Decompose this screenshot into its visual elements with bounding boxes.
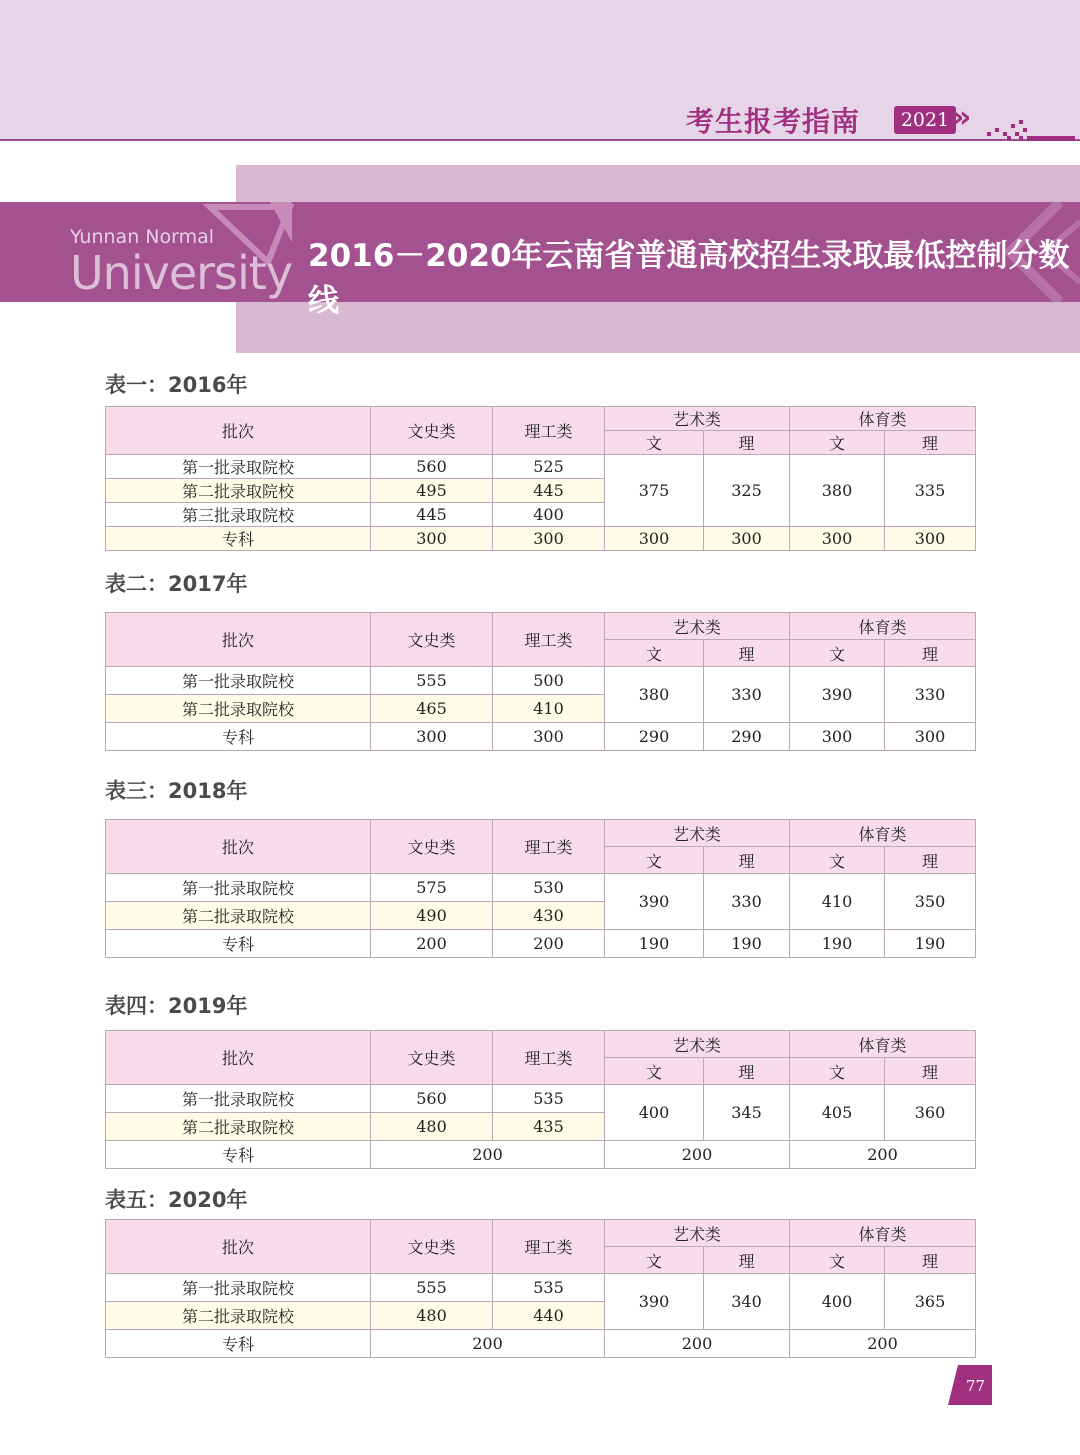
- ligong-score: 435: [493, 1113, 605, 1141]
- header-art-li: 理: [704, 640, 790, 667]
- wenshi-score: 490: [371, 902, 493, 930]
- art-li-score: 330: [704, 667, 790, 723]
- header-batch: 批次: [106, 1220, 371, 1274]
- page-title: 2016－2020年云南省普通高校招生录取最低控制分数线: [308, 238, 1070, 319]
- header-art-wen: 文: [605, 1247, 704, 1274]
- batch-name: 第二批录取院校: [106, 902, 371, 930]
- art-wen-score: 190: [605, 930, 704, 958]
- score-table-2019: [105, 1030, 976, 1169]
- batch-name: 第三批录取院校: [106, 503, 371, 527]
- header-art-li: 理: [704, 1247, 790, 1274]
- guide-title: 考生报考指南: [686, 105, 861, 138]
- wenshi-score: 445: [371, 503, 493, 527]
- sport-li-score: 365: [885, 1274, 976, 1330]
- header-wenshi: 文史类: [371, 820, 493, 874]
- table-row: [106, 1085, 976, 1113]
- header-ligong: 理工类: [493, 1031, 605, 1085]
- wenshi-score: 200: [371, 930, 493, 958]
- art-li-score: 340: [704, 1274, 790, 1330]
- sport-wen-score: 405: [790, 1085, 885, 1141]
- table-row: [106, 874, 976, 902]
- sport-li-score: 350: [885, 874, 976, 930]
- sport-li-score: 300: [885, 723, 976, 751]
- header-sport-li: 理: [885, 1247, 976, 1274]
- university-name-small: Yunnan Normal: [70, 226, 215, 248]
- header-batch: 批次: [106, 407, 371, 455]
- header-sport-li: 理: [885, 1058, 976, 1085]
- art-li-score: 290: [704, 723, 790, 751]
- sport-score: 200: [790, 1141, 976, 1169]
- ligong-score: 300: [493, 723, 605, 751]
- batch-name: 第一批录取院校: [106, 455, 371, 479]
- sport-wen-score: 300: [790, 527, 885, 551]
- art-wen-score: 290: [605, 723, 704, 751]
- header-wenshi: 文史类: [371, 1031, 493, 1085]
- header-batch: 批次: [106, 1031, 371, 1085]
- guide-year-badge: 2021: [894, 106, 956, 134]
- header-batch: 批次: [106, 613, 371, 667]
- general-score: 200: [371, 1141, 605, 1169]
- table-row-zhuanke: [106, 527, 976, 551]
- batch-name: 专科: [106, 1141, 371, 1169]
- header-ligong: 理工类: [493, 407, 605, 455]
- art-wen-score: 400: [605, 1085, 704, 1141]
- header-art: 艺术类: [605, 1031, 790, 1058]
- ligong-score: 410: [493, 695, 605, 723]
- batch-name: 专科: [106, 1330, 371, 1358]
- header-divider: [0, 139, 1080, 141]
- ligong-score: 535: [493, 1274, 605, 1302]
- art-li-score: 330: [704, 874, 790, 930]
- ligong-score: 445: [493, 479, 605, 503]
- ligong-score: 530: [493, 874, 605, 902]
- art-wen-score: 390: [605, 1274, 704, 1330]
- header-sport-wen: 文: [790, 640, 885, 667]
- art-wen-score: 390: [605, 874, 704, 930]
- header-sport-wen: 文: [790, 847, 885, 874]
- table-row: [106, 455, 976, 479]
- art-score: 200: [605, 1330, 790, 1358]
- wenshi-score: 555: [371, 1274, 493, 1302]
- header-ligong: 理工类: [493, 613, 605, 667]
- header-sport: 体育类: [790, 613, 976, 640]
- batch-name: 第二批录取院校: [106, 479, 371, 503]
- wenshi-score: 480: [371, 1302, 493, 1330]
- header-ligong: 理工类: [493, 820, 605, 874]
- wenshi-score: 560: [371, 1085, 493, 1113]
- table-row-zhuanke: [106, 1330, 976, 1358]
- header-art: 艺术类: [605, 613, 790, 640]
- wenshi-score: 555: [371, 667, 493, 695]
- score-table-2017: [105, 612, 976, 751]
- ligong-score: 300: [493, 527, 605, 551]
- header-art: 艺术类: [605, 407, 790, 431]
- table-row-zhuanke: [106, 1141, 976, 1169]
- art-li-score: 190: [704, 930, 790, 958]
- art-score: 200: [605, 1141, 790, 1169]
- sport-li-score: 300: [885, 527, 976, 551]
- header-sport-wen: 文: [790, 1058, 885, 1085]
- wenshi-score: 300: [371, 723, 493, 751]
- batch-name: 第二批录取院校: [106, 695, 371, 723]
- score-table-2016: [105, 406, 976, 551]
- ligong-score: 440: [493, 1302, 605, 1330]
- header-sport-wen: 文: [790, 1247, 885, 1274]
- wenshi-score: 575: [371, 874, 493, 902]
- batch-name: 第一批录取院校: [106, 667, 371, 695]
- sport-score: 200: [790, 1330, 976, 1358]
- page-number-badge: [948, 1365, 992, 1405]
- sport-wen-score: 390: [790, 667, 885, 723]
- sport-wen-score: 190: [790, 930, 885, 958]
- sport-li-score: 335: [885, 455, 976, 527]
- table-3-heading: 表三：2018年: [105, 779, 248, 803]
- table-2-heading: 表二：2017年: [105, 572, 248, 596]
- art-li-score: 345: [704, 1085, 790, 1141]
- wenshi-score: 480: [371, 1113, 493, 1141]
- table-row: [106, 667, 976, 695]
- header-art: 艺术类: [605, 820, 790, 847]
- sport-wen-score: 300: [790, 723, 885, 751]
- header-wenshi: 文史类: [371, 407, 493, 455]
- score-table-2018: [105, 819, 976, 958]
- header-sport: 体育类: [790, 407, 976, 431]
- score-table-2020: [105, 1219, 976, 1358]
- general-score: 200: [371, 1330, 605, 1358]
- ligong-score: 200: [493, 930, 605, 958]
- sport-li-score: 330: [885, 667, 976, 723]
- ligong-score: 400: [493, 503, 605, 527]
- header-art-wen: 文: [605, 640, 704, 667]
- art-wen-score: 375: [605, 455, 704, 527]
- sport-li-score: 190: [885, 930, 976, 958]
- sport-wen-score: 400: [790, 1274, 885, 1330]
- table-1-heading: 表一：2016年: [105, 373, 248, 397]
- wenshi-score: 495: [371, 479, 493, 503]
- university-name-large: University: [70, 246, 293, 300]
- header-art-li: 理: [704, 847, 790, 874]
- sport-wen-score: 380: [790, 455, 885, 527]
- batch-name: 专科: [106, 930, 371, 958]
- header-wenshi: 文史类: [371, 613, 493, 667]
- art-li-score: 325: [704, 455, 790, 527]
- header-sport-li: 理: [885, 640, 976, 667]
- header-wenshi: 文史类: [371, 1220, 493, 1274]
- header-art-li: 理: [704, 431, 790, 455]
- header-sport: 体育类: [790, 1031, 976, 1058]
- batch-name: 专科: [106, 527, 371, 551]
- header-sport-li: 理: [885, 431, 976, 455]
- art-wen-score: 380: [605, 667, 704, 723]
- double-chevron-icon: »: [952, 100, 972, 135]
- batch-name: 第一批录取院校: [106, 1085, 371, 1113]
- header-sport: 体育类: [790, 820, 976, 847]
- ligong-score: 500: [493, 667, 605, 695]
- ligong-score: 535: [493, 1085, 605, 1113]
- header-sport-wen: 文: [790, 431, 885, 455]
- batch-name: 第二批录取院校: [106, 1302, 371, 1330]
- batch-name: 专科: [106, 723, 371, 751]
- table-4-heading: 表四：2019年: [105, 994, 248, 1018]
- table-row-zhuanke: [106, 930, 976, 958]
- ligong-score: 430: [493, 902, 605, 930]
- table-row: [106, 1274, 976, 1302]
- header-art-wen: 文: [605, 1058, 704, 1085]
- header-ligong: 理工类: [493, 1220, 605, 1274]
- table-5-heading: 表五：2020年: [105, 1188, 248, 1212]
- header-art-wen: 文: [605, 847, 704, 874]
- sport-li-score: 360: [885, 1085, 976, 1141]
- wenshi-score: 465: [371, 695, 493, 723]
- art-li-score: 300: [704, 527, 790, 551]
- batch-name: 第二批录取院校: [106, 1113, 371, 1141]
- batch-name: 第一批录取院校: [106, 874, 371, 902]
- page-number: 77: [966, 1377, 986, 1395]
- wenshi-score: 300: [371, 527, 493, 551]
- ligong-score: 525: [493, 455, 605, 479]
- header-art-li: 理: [704, 1058, 790, 1085]
- table-row-zhuanke: [106, 723, 976, 751]
- header-art: 艺术类: [605, 1220, 790, 1247]
- header-sport-li: 理: [885, 847, 976, 874]
- wenshi-score: 560: [371, 455, 493, 479]
- art-wen-score: 300: [605, 527, 704, 551]
- header-batch: 批次: [106, 820, 371, 874]
- header-sport: 体育类: [790, 1220, 976, 1247]
- sport-wen-score: 410: [790, 874, 885, 930]
- header-art-wen: 文: [605, 431, 704, 455]
- batch-name: 第一批录取院校: [106, 1274, 371, 1302]
- pixel-dots-decoration: [985, 114, 1075, 142]
